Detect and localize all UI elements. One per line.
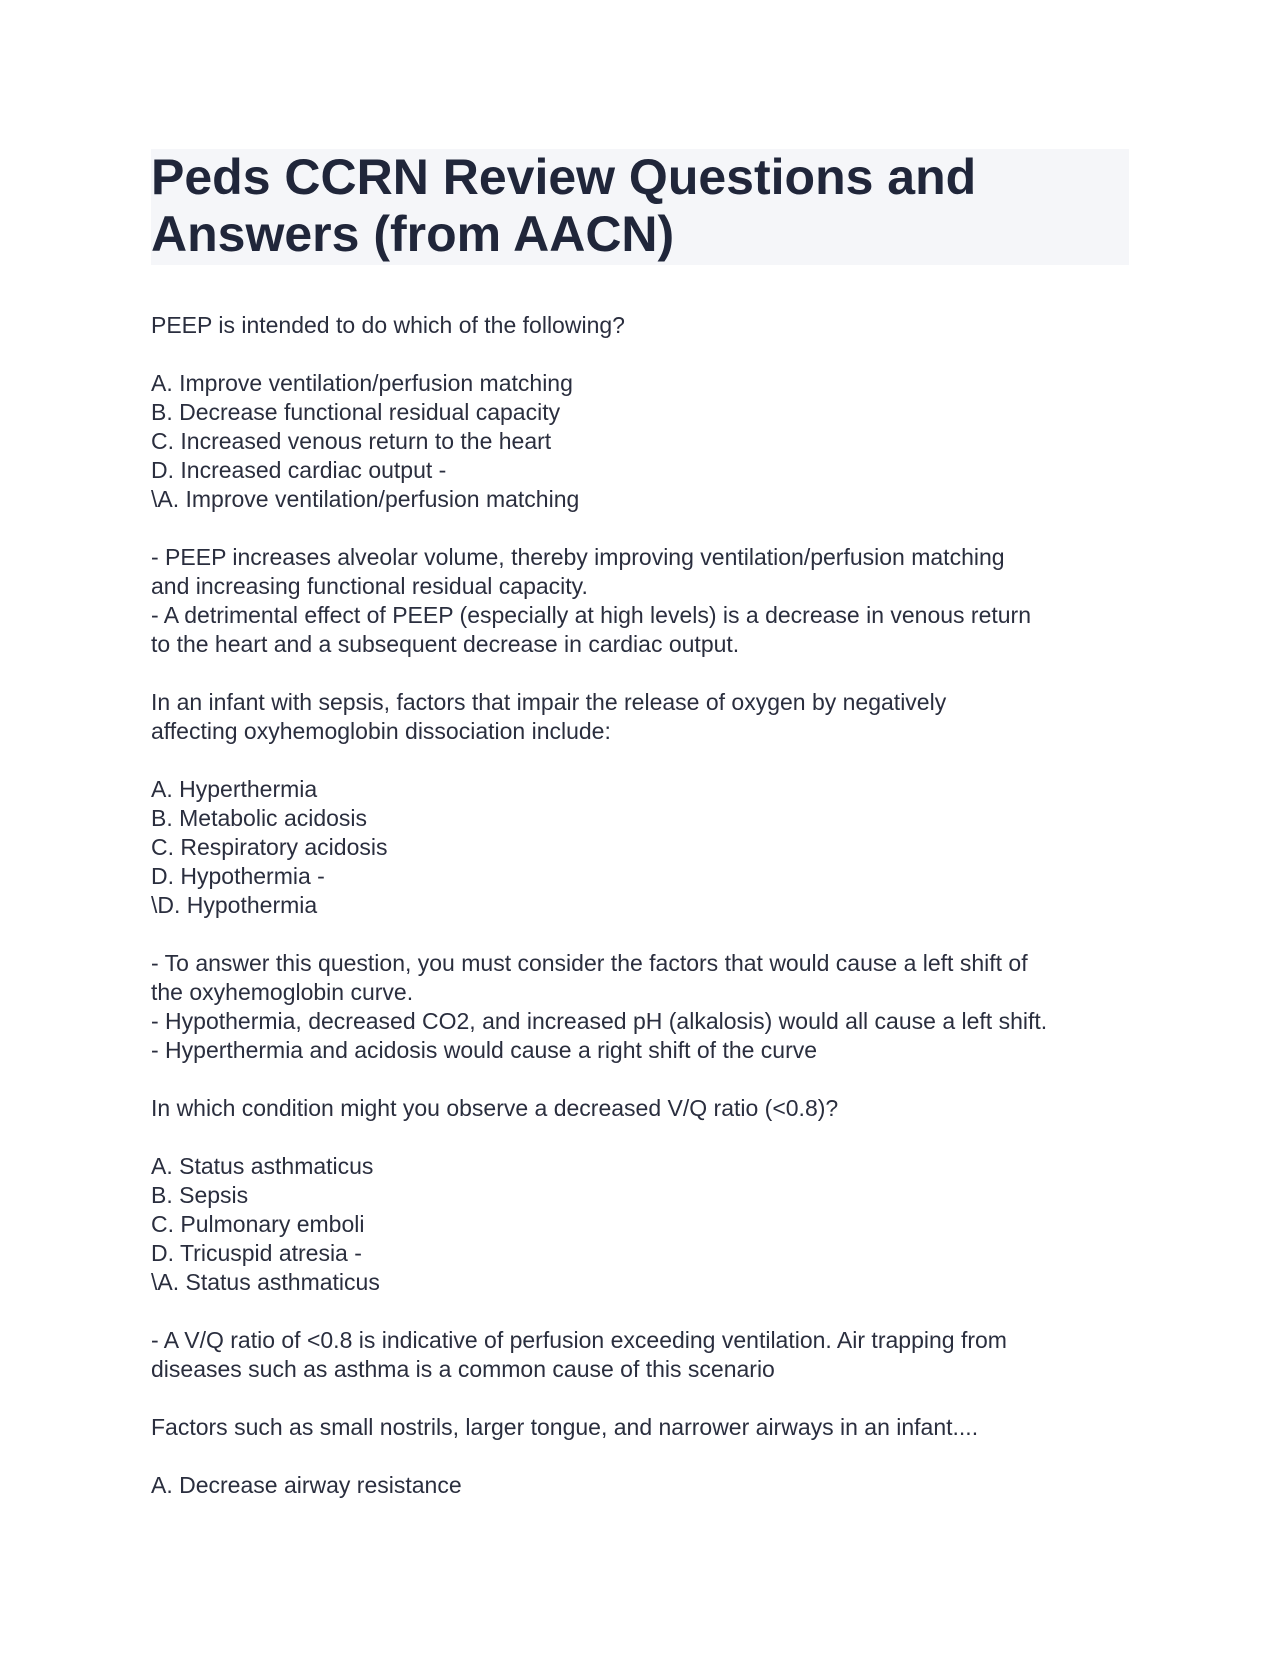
page-title: Peds CCRN Review Questions and Answers (from AACN) [151,149,977,262]
question-text: PEEP is intended to do which of the following? [151,312,625,338]
explanation-line: - To answer this question, you must consider the factors that would cause a left shift of [151,950,1028,976]
option-item: C. Pulmonary emboli [151,1211,365,1237]
explanation-line: - A V/Q ratio of <0.8 is indicative of perfusion exceeding ventilation. Air trapping from [151,1327,1007,1353]
option-item: B. Decrease functional residual capacity [151,399,561,425]
explanation-line: diseases such as asthma is a common cause of this scenario [151,1356,775,1382]
explanation-line: - PEEP increases alveolar volume, thereby improving ventilation/perfusion matching [151,544,1005,570]
title-block [151,149,1129,265]
question-text: In which condition might you observe a decreased V/Q ratio (<0.8)? [151,1095,839,1121]
explanation-line: the oxyhemoglobin curve. [151,979,414,1005]
question-text: Factors such as small nostrils, larger tongue, and narrower airways in an infant.... [151,1414,979,1440]
option-item: D. Tricuspid atresia - [151,1240,362,1266]
explanation-line: - Hyperthermia and acidosis would cause a right shift of the curve [151,1037,818,1063]
option-item: C. Respiratory acidosis [151,834,388,860]
explanation-line: - Hypothermia, decreased CO2, and increased pH (alkalosis) would all cause a left shift. [151,1008,1048,1034]
option-item: D. Increased cardiac output - [151,457,447,483]
question-text: affecting oxyhemoglobin dissociation include: [151,718,611,744]
explanation-line: - A detrimental effect of PEEP (especially at high levels) is a decrease in venous return [151,602,1032,628]
explanation-line: to the heart and a subsequent decrease in cardiac output. [151,631,740,657]
option-item: B. Metabolic acidosis [151,805,368,831]
question-text: In an infant with sepsis, factors that impair the release of oxygen by negatively [151,689,947,715]
option-item: D. Hypothermia - [151,863,325,889]
option-item: C. Increased venous return to the heart [151,428,552,454]
option-item: A. Hyperthermia [151,776,318,802]
option-item: A. Status asthmaticus [151,1153,374,1179]
option-item: B. Sepsis [151,1182,249,1208]
option-item: A. Improve ventilation/perfusion matching [151,370,573,396]
explanation-line: and increasing functional residual capacity. [151,573,588,599]
option-item: A. Decrease airway resistance [151,1472,462,1498]
answer-text: \A. Improve ventilation/perfusion matching [151,486,580,512]
answer-text: \D. Hypothermia [151,892,318,918]
answer-text: \A. Status asthmaticus [151,1269,380,1295]
document-body [151,311,1141,1500]
